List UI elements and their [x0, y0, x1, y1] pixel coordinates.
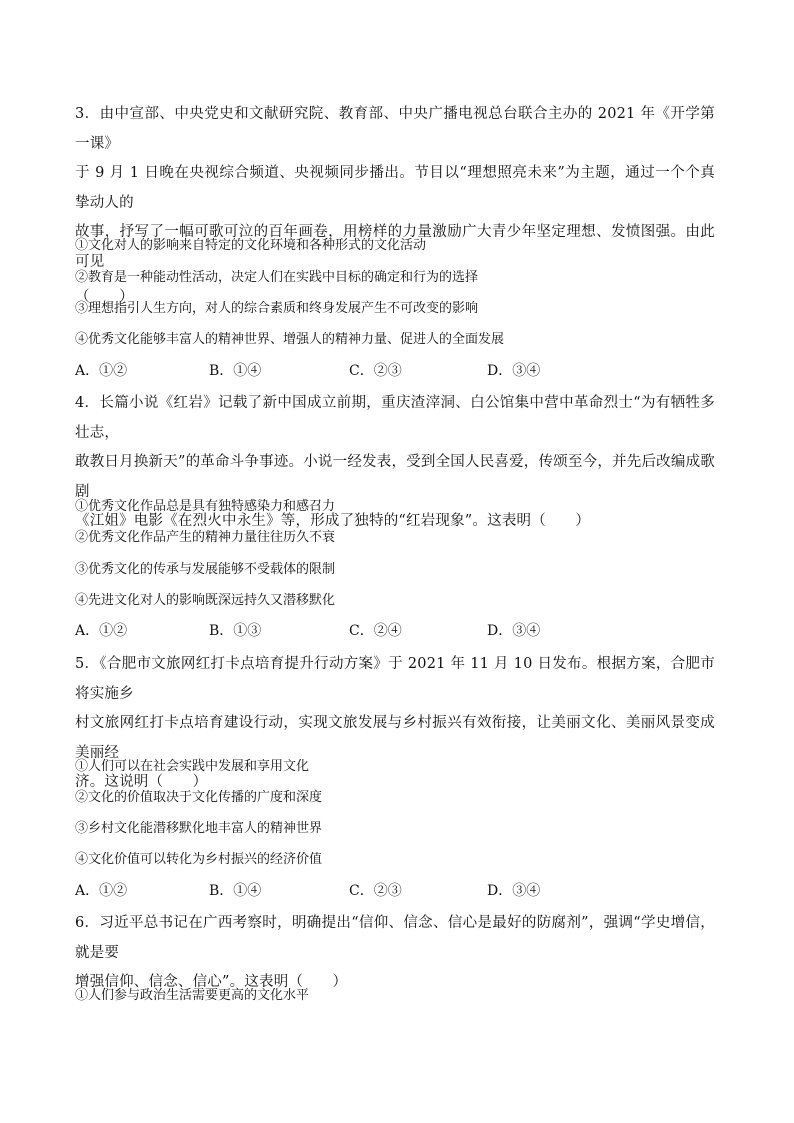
- question-3-option-3: ③理想指引人生方向，对人的综合素质和终身发展产生不可改变的影响: [75, 301, 479, 316]
- answer-choice-a: A．①②: [75, 883, 128, 899]
- answer-choice-c: C．②④: [349, 623, 402, 639]
- stem-line: 3．由中宣部、中央党史和文献研究院、教育部、中央广播电视总台联合主办的 2021 年《开学第一课》: [75, 106, 715, 152]
- question-6-stem: [75, 909, 715, 998]
- answer-choice-d: D．③④: [487, 883, 541, 899]
- answer-choice-c: C．②③: [349, 363, 402, 379]
- question-5-answers: [75, 881, 715, 901]
- question-3-option-1: ①文化对人的影响来自特定的文化环境和各种形式的文化活动: [75, 238, 427, 253]
- question-5-option-1: ①人们可以在社会实践中发展和享用文化: [75, 759, 310, 774]
- question-6-option-1: ①人们参与政治生活需要更高的文化水平: [75, 988, 310, 1003]
- question-5-option-2: ②文化的价值取决于文化传播的广度和深度: [75, 790, 323, 805]
- stem-line: 村文旅网红打卡点培育建设行动，实现文旅发展与乡村振兴有效衔接，让美丽文化、美丽风景变成美丽经: [75, 715, 715, 761]
- stem-line: 6．习近平总书记在广西考察时，明确提出“信仰、信念、信心是最好的防腐剂”，强调“学史增信，就是要: [75, 915, 715, 961]
- answer-choice-b: B．①③: [209, 623, 262, 639]
- answer-choice-a: A．①②: [75, 363, 128, 379]
- question-4-option-3: ③优秀文化的传承与发展能够不受载体的限制: [75, 562, 336, 577]
- answer-choice-b: B．①④: [209, 363, 262, 379]
- question-5-option-4: ④文化价值可以转化为乡村振兴的经济价值: [75, 852, 323, 867]
- stem-line: 故事，抒写了一幅可歌可泣的百年画卷，用榜样的力量激励广大青少年坚定理想、发愤图强。由此可见: [75, 224, 715, 270]
- stem-line: 5．《合肥市文旅网红打卡点培育提升行动方案》于 2021 年 11 月 10 日发布。根据方案，合肥市将实施乡: [75, 656, 715, 702]
- stem-line: 《江姐》电影《在烈火中永生》等，形成了独特的“红岩现象”。这表明（ ）: [75, 513, 591, 529]
- question-4-option-4: ④先进文化对人的影响既深远持久又潜移默化: [75, 593, 336, 608]
- stem-line: 济。这说明（ ）: [75, 774, 208, 790]
- stem-line: 4．长篇小说《红岩》记载了新中国成立前期，重庆渣滓洞、白公馆集中营中革命烈士“为有牺牲多壮志，: [75, 395, 715, 441]
- answer-choice-a: A．①②: [75, 623, 128, 639]
- answer-choice-d: D．③④: [487, 363, 541, 379]
- question-4-option-1: ①优秀文化作品总是具有独特感染力和感召力: [75, 499, 336, 514]
- question-3-answers: [75, 361, 715, 381]
- stem-line: 于 9 月 1 日晚在央视综合频道、央视频同步播出。节目以“理想照亮未来”为主题，通过一个个真挚动人的: [75, 165, 715, 211]
- question-4-answers: [75, 621, 715, 641]
- answer-choice-b: B．①④: [209, 883, 262, 899]
- question-3-option-4: ④优秀文化能够丰富人的精神世界、增强人的精神力量、促进人的全面发展: [75, 332, 505, 347]
- stem-line: 增强信仰、信念、信心”。这表明（ ）: [75, 974, 348, 990]
- stem-line: 敢教日月换新天”的革命斗争事迹。小说一经发表，受到全国人民喜爱，传颂至今，并先后改编成歌剧: [75, 454, 715, 500]
- question-4-option-2: ②优秀文化作品产生的精神力量往往历久不衰: [75, 530, 336, 545]
- question-5-option-3: ③乡村文化能潜移默化地丰富人的精神世界: [75, 821, 323, 836]
- answer-choice-d: D．③④: [487, 623, 541, 639]
- question-3-option-2: ②教育是一种能动性活动，决定人们在实践中目标的确定和行为的选择: [75, 270, 479, 285]
- answer-choice-c: C．②③: [349, 883, 402, 899]
- answer-blank: （ ）: [75, 289, 134, 305]
